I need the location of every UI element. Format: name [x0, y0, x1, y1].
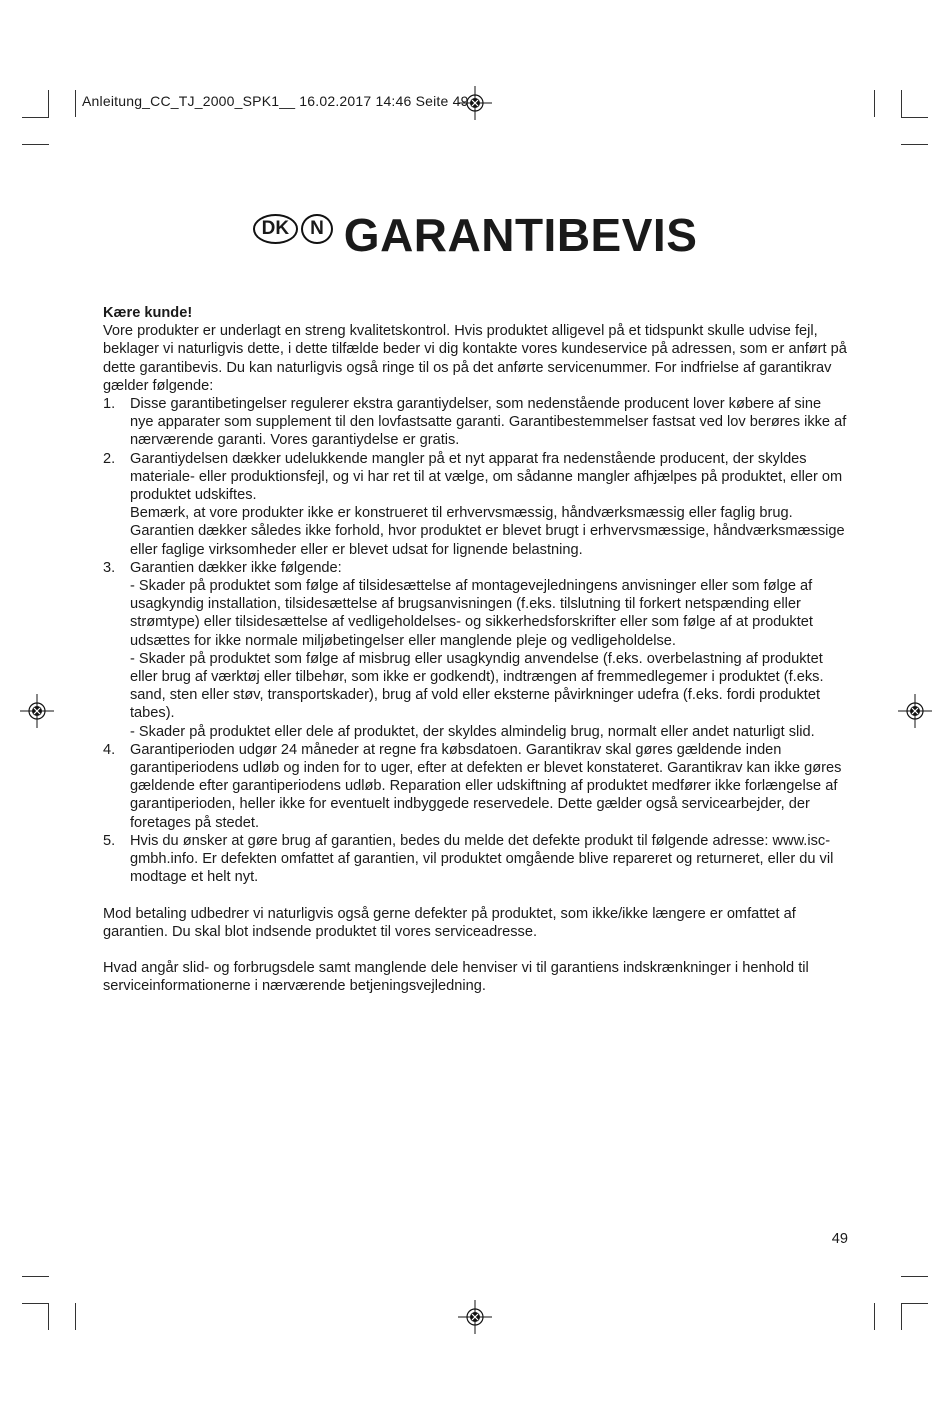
- language-badge-dk: DK: [253, 214, 298, 244]
- crop-mark: [48, 1303, 49, 1330]
- intro-paragraph: Vore produkter er underlagt en streng kvalitetskontrol. Hvis produktet alligevel på et tidspunkt skulle udvise fejl, beklager vi naturligvis dette, i dette tilfælde beder vi dig kontakte vores kundeservice på adressen, som er anført på dette garantibevis. Du kan naturligvis også ringe til os på det anførte servicenummer. For indfrielse af garantikrav gælder følgende:: [103, 323, 847, 394]
- crop-mark: [901, 117, 928, 118]
- list-number: 5.: [103, 832, 116, 849]
- crop-mark: [48, 90, 49, 117]
- list-number: 3.: [103, 559, 116, 576]
- crop-mark: [901, 1276, 928, 1277]
- greeting: Kære kunde!: [103, 305, 193, 321]
- list-number: 1.: [103, 396, 116, 413]
- list-number: 2.: [103, 450, 116, 467]
- print-slug: Anleitung_CC_TJ_2000_SPK1__ 16.02.2017 14:46 Seite 49: [82, 93, 469, 109]
- crop-mark: [874, 90, 875, 117]
- registration-mark-icon: [458, 1300, 492, 1334]
- wear-parts-paragraph: Hvad angår slid- og forbrugsdele samt manglende dele henviser vi til garantiens indskrænkninger i henhold til serviceinformationerne i nærværende betjeningsvejledning.: [103, 959, 809, 995]
- list-paragraph: Disse garantibetingelser regulerer ekstra garantiydelser, som nedenstående producent lover købere af sine nye apparater som supplement til den lovfastsatte garanti. Garantibestemmelser fastsat ved lov berøres ikke af nærværende garanti. Vores garantiydelse er gratis.: [130, 396, 847, 449]
- payment-paragraph: Mod betaling udbedrer vi naturligvis også gerne defekter på produktet, som ikke/ikke længere er omfattet af garantien. Du skal blot indsende produktet til vores serviceadresse.: [103, 905, 796, 940]
- page-number: 49: [831, 1231, 848, 1247]
- crop-mark: [874, 1303, 875, 1330]
- crop-mark: [22, 1276, 49, 1277]
- list-paragraph: Hvis du ønsker at gøre brug af garantien, bedes du melde det defekte produkt til følgende adresse: www.isc-gmbh.info. Er defekten omfattet af garantien, vil produktet omgående blive repareret og returneret, eller du vil modtage et helt nyt.: [130, 832, 834, 886]
- list-paragraph: Garantien dækker ikke følgende:: [130, 559, 342, 576]
- list-paragraph: Garantiydelsen dækker udelukkende mangler på et nyt apparat fra nedenstående producent, der skyldes materiale- eller produktionsfejl, og vi har ret til at vælge, om sådanne mangler afhjælpes på produktet, eller om produktet udskiftes.: [130, 450, 843, 504]
- list-paragraph: Garantiperioden udgør 24 måneder at regne fra købsdatoen. Garantikrav skal gøres gældende inden garantiperiodens udløb og inden for to uger, efter at defekten er blevet konstateret. Garantikrav kan ikke gøres gældende efter garantiperiodens udløb. Reparation eller udskiftning af produktet medfører ikke forlængelse af garantiperioden, heller ikke for eventuelt indbyggede reservedele. Dette gælder også servicearbejder, der foretages på stedet.: [130, 741, 842, 831]
- warranty-text: [103, 304, 848, 995]
- crop-mark: [901, 144, 928, 145]
- list-paragraph: - Skader på produktet som følge af misbrug eller usagkyndig anvendelse (f.eks. overbelastning af produktet eller brug af værktøj eller tilbehør, som ikke er godkendt), indtrængen af fremmedlegemer i produktet (f.eks. sand, sten eller støv, transportskader), brug af vold eller eksterne påvirkninger udefra (f.eks. fordi produktet tabes).: [130, 650, 824, 722]
- list-item: [103, 450, 848, 559]
- list-number: 4.: [103, 741, 116, 758]
- language-badge-n: N: [301, 214, 333, 244]
- page-title: [0, 208, 950, 262]
- crop-mark: [22, 144, 49, 145]
- list-item: [103, 559, 848, 741]
- list-item: [103, 395, 848, 450]
- crop-mark: [901, 1303, 928, 1304]
- list-paragraph: Bemærk, at vore produkter ikke er konstrueret til erhvervsmæssig, håndværksmæssig eller faglig brug. Garantien dækker således ikke forhold, hvor produktet er blevet brugt i erhvervsmæssige, håndværksmæssige eller faglige virksomheder eller er blevet udsat for lignende belastning.: [130, 505, 845, 558]
- list-item: [103, 741, 848, 832]
- conditions-list: [103, 395, 848, 886]
- crop-mark: [75, 1303, 76, 1330]
- crop-mark: [75, 90, 76, 117]
- list-paragraph: - Skader på produktet eller dele af produktet, der skyldes almindelig brug, normalt eller andet naturligt slid.: [130, 723, 815, 740]
- list-paragraph: - Skader på produktet som følge af tilsidesættelse af montagevejledningens anvisninger eller som følge af usagkyndig installation, tilsidesættelse af brugsanvisningen (f.eks. tilslutning til forkert netspænding eller strømtype) eller tilsidesættelse af vedligeholdelses- og sikkerhedsforskrifter eller som følge af at produktet udsættes for ikke normale miljøbetingelser eller manglende pleje og vedligeholdelse.: [130, 578, 813, 649]
- registration-mark-icon: [20, 694, 54, 728]
- crop-mark: [901, 1303, 902, 1330]
- title-text: GARANTIBEVIS: [343, 209, 698, 261]
- crop-mark: [22, 1303, 49, 1304]
- crop-mark: [901, 90, 902, 117]
- registration-mark-icon: [898, 694, 932, 728]
- crop-mark: [22, 117, 49, 118]
- list-item: [103, 832, 848, 887]
